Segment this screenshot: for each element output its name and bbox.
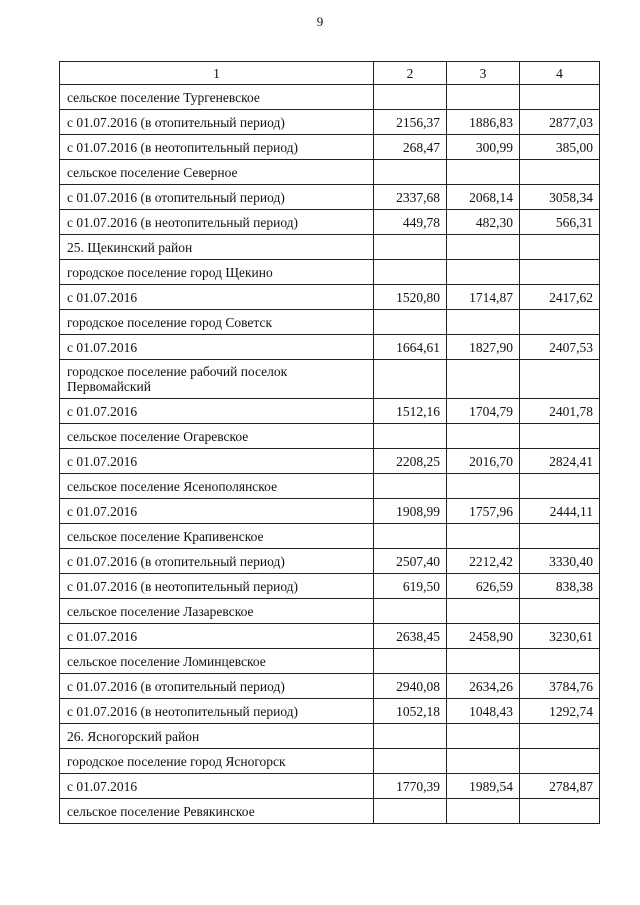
row-value-col-3: 626,59 bbox=[447, 574, 520, 599]
row-value-col-3 bbox=[447, 524, 520, 549]
row-value-col-2: 1908,99 bbox=[374, 499, 447, 524]
row-value-col-4: 2444,11 bbox=[520, 499, 600, 524]
table-row bbox=[60, 674, 600, 699]
row-value-col-2: 1520,80 bbox=[374, 285, 447, 310]
row-name-cell: с 01.07.2016 (в отопительный период) bbox=[60, 674, 374, 699]
row-name-cell: с 01.07.2016 (в неотопительный период) bbox=[60, 699, 374, 724]
table-row bbox=[60, 85, 600, 110]
row-name-cell: городское поселение город Ясногорск bbox=[60, 749, 374, 774]
row-name-cell: городское поселение город Щекино bbox=[60, 260, 374, 285]
row-name-cell: с 01.07.2016 bbox=[60, 449, 374, 474]
row-value-col-4: 385,00 bbox=[520, 135, 600, 160]
tariff-table bbox=[59, 61, 600, 824]
row-value-col-2 bbox=[374, 524, 447, 549]
row-value-col-4 bbox=[520, 160, 600, 185]
table-row bbox=[60, 799, 600, 824]
row-value-col-3 bbox=[447, 649, 520, 674]
table-row bbox=[60, 624, 600, 649]
row-name-cell: сельское поселение Крапивенское bbox=[60, 524, 374, 549]
row-name-cell: 26. Ясногорский район bbox=[60, 724, 374, 749]
row-name-cell: сельское поселение Северное bbox=[60, 160, 374, 185]
row-value-col-4: 3230,61 bbox=[520, 624, 600, 649]
row-value-col-3: 1989,54 bbox=[447, 774, 520, 799]
row-value-col-4: 3330,40 bbox=[520, 549, 600, 574]
row-value-col-2: 1770,39 bbox=[374, 774, 447, 799]
header-row bbox=[60, 62, 600, 85]
row-value-col-4: 3058,34 bbox=[520, 185, 600, 210]
row-name-cell: с 01.07.2016 (в отопительный период) bbox=[60, 110, 374, 135]
table-row bbox=[60, 599, 600, 624]
table-row bbox=[60, 699, 600, 724]
row-value-col-3: 300,99 bbox=[447, 135, 520, 160]
row-value-col-2 bbox=[374, 424, 447, 449]
row-value-col-3: 482,30 bbox=[447, 210, 520, 235]
row-value-col-4 bbox=[520, 599, 600, 624]
row-value-col-2 bbox=[374, 310, 447, 335]
row-value-col-4 bbox=[520, 235, 600, 260]
row-value-col-3 bbox=[447, 360, 520, 399]
row-name-cell: сельское поселение Огаревское bbox=[60, 424, 374, 449]
row-value-col-4 bbox=[520, 310, 600, 335]
table-row bbox=[60, 749, 600, 774]
table-row bbox=[60, 160, 600, 185]
table-row bbox=[60, 335, 600, 360]
row-value-col-4 bbox=[520, 749, 600, 774]
table-row bbox=[60, 574, 600, 599]
row-value-col-3: 1704,79 bbox=[447, 399, 520, 424]
table-row bbox=[60, 649, 600, 674]
row-value-col-2: 2208,25 bbox=[374, 449, 447, 474]
row-value-col-4: 2877,03 bbox=[520, 110, 600, 135]
table-row bbox=[60, 210, 600, 235]
row-value-col-4: 3784,76 bbox=[520, 674, 600, 699]
row-value-col-3 bbox=[447, 85, 520, 110]
row-name-cell: с 01.07.2016 bbox=[60, 499, 374, 524]
row-value-col-4 bbox=[520, 799, 600, 824]
row-name-cell: с 01.07.2016 (в неотопительный период) bbox=[60, 135, 374, 160]
row-value-col-2: 2638,45 bbox=[374, 624, 447, 649]
row-name-cell: сельское поселение Ясенополянское bbox=[60, 474, 374, 499]
row-value-col-4: 838,38 bbox=[520, 574, 600, 599]
row-value-col-4 bbox=[520, 474, 600, 499]
row-value-col-2: 619,50 bbox=[374, 574, 447, 599]
tariff-table-body bbox=[60, 62, 600, 824]
row-value-col-2: 1664,61 bbox=[374, 335, 447, 360]
row-value-col-3: 2016,70 bbox=[447, 449, 520, 474]
row-value-col-2 bbox=[374, 749, 447, 774]
row-value-col-3 bbox=[447, 749, 520, 774]
row-value-col-4: 2824,41 bbox=[520, 449, 600, 474]
row-name-cell: с 01.07.2016 bbox=[60, 624, 374, 649]
row-value-col-2 bbox=[374, 799, 447, 824]
row-name-cell: с 01.07.2016 (в отопительный период) bbox=[60, 549, 374, 574]
row-value-col-2 bbox=[374, 360, 447, 399]
row-value-col-4: 2407,53 bbox=[520, 335, 600, 360]
row-value-col-3: 1048,43 bbox=[447, 699, 520, 724]
row-value-col-2 bbox=[374, 649, 447, 674]
table-row bbox=[60, 310, 600, 335]
row-value-col-4 bbox=[520, 649, 600, 674]
row-name-cell: городское поселение город Советск bbox=[60, 310, 374, 335]
row-value-col-2 bbox=[374, 85, 447, 110]
row-value-col-3 bbox=[447, 260, 520, 285]
row-name-cell: сельское поселение Ломинцевское bbox=[60, 649, 374, 674]
row-name-cell: сельское поселение Тургеневское bbox=[60, 85, 374, 110]
row-value-col-4 bbox=[520, 524, 600, 549]
header-col-4: 4 bbox=[520, 62, 600, 85]
row-value-col-4: 1292,74 bbox=[520, 699, 600, 724]
row-value-col-2: 1512,16 bbox=[374, 399, 447, 424]
row-value-col-3: 1886,83 bbox=[447, 110, 520, 135]
header-col-3: 3 bbox=[447, 62, 520, 85]
row-value-col-3: 2634,26 bbox=[447, 674, 520, 699]
row-value-col-2 bbox=[374, 474, 447, 499]
row-name-cell: городское поселение рабочий поселок Первомайский bbox=[60, 360, 374, 399]
table-row bbox=[60, 724, 600, 749]
table-row bbox=[60, 549, 600, 574]
row-value-col-4 bbox=[520, 360, 600, 399]
table-row bbox=[60, 135, 600, 160]
row-name-cell: сельское поселение Ревякинское bbox=[60, 799, 374, 824]
row-value-col-4 bbox=[520, 424, 600, 449]
header-col-1: 1 bbox=[60, 62, 374, 85]
row-value-col-4 bbox=[520, 260, 600, 285]
row-value-col-4: 566,31 bbox=[520, 210, 600, 235]
row-value-col-2: 2337,68 bbox=[374, 185, 447, 210]
row-value-col-3 bbox=[447, 599, 520, 624]
table-row bbox=[60, 499, 600, 524]
table-row bbox=[60, 235, 600, 260]
row-value-col-3 bbox=[447, 724, 520, 749]
table-row bbox=[60, 424, 600, 449]
row-value-col-4: 2784,87 bbox=[520, 774, 600, 799]
table-row bbox=[60, 474, 600, 499]
table-row bbox=[60, 524, 600, 549]
row-value-col-3: 2068,14 bbox=[447, 185, 520, 210]
row-value-col-3: 2212,42 bbox=[447, 549, 520, 574]
page-number: 9 bbox=[316, 14, 324, 29]
table-row bbox=[60, 185, 600, 210]
table-row bbox=[60, 260, 600, 285]
table-row bbox=[60, 774, 600, 799]
header-col-2: 2 bbox=[374, 62, 447, 85]
row-name-cell: с 01.07.2016 bbox=[60, 399, 374, 424]
row-value-col-3: 1714,87 bbox=[447, 285, 520, 310]
table-row bbox=[60, 285, 600, 310]
row-name-cell: с 01.07.2016 bbox=[60, 285, 374, 310]
table-row bbox=[60, 110, 600, 135]
row-name-cell: с 01.07.2016 (в отопительный период) bbox=[60, 185, 374, 210]
row-name-cell: с 01.07.2016 (в неотопительный период) bbox=[60, 210, 374, 235]
row-value-col-4: 2401,78 bbox=[520, 399, 600, 424]
row-value-col-2 bbox=[374, 599, 447, 624]
row-value-col-2 bbox=[374, 235, 447, 260]
row-value-col-3: 1827,90 bbox=[447, 335, 520, 360]
row-value-col-2: 449,78 bbox=[374, 210, 447, 235]
row-value-col-2: 2940,08 bbox=[374, 674, 447, 699]
row-value-col-3 bbox=[447, 310, 520, 335]
row-name-cell: сельское поселение Лазаревское bbox=[60, 599, 374, 624]
row-value-col-3 bbox=[447, 160, 520, 185]
row-value-col-3 bbox=[447, 799, 520, 824]
row-value-col-3 bbox=[447, 424, 520, 449]
row-value-col-3 bbox=[447, 235, 520, 260]
row-value-col-4: 2417,62 bbox=[520, 285, 600, 310]
row-value-col-2: 2507,40 bbox=[374, 549, 447, 574]
row-value-col-3: 2458,90 bbox=[447, 624, 520, 649]
table-row bbox=[60, 399, 600, 424]
row-value-col-2: 1052,18 bbox=[374, 699, 447, 724]
row-value-col-3 bbox=[447, 474, 520, 499]
row-name-cell: 25. Щекинский район bbox=[60, 235, 374, 260]
row-name-cell: с 01.07.2016 bbox=[60, 774, 374, 799]
row-value-col-2 bbox=[374, 724, 447, 749]
row-value-col-4 bbox=[520, 724, 600, 749]
row-name-cell: с 01.07.2016 bbox=[60, 335, 374, 360]
table-row bbox=[60, 449, 600, 474]
row-name-cell: с 01.07.2016 (в неотопительный период) bbox=[60, 574, 374, 599]
table-row bbox=[60, 360, 600, 399]
row-value-col-4 bbox=[520, 85, 600, 110]
row-value-col-2: 268,47 bbox=[374, 135, 447, 160]
row-value-col-2 bbox=[374, 160, 447, 185]
row-value-col-2 bbox=[374, 260, 447, 285]
row-value-col-2: 2156,37 bbox=[374, 110, 447, 135]
row-value-col-3: 1757,96 bbox=[447, 499, 520, 524]
